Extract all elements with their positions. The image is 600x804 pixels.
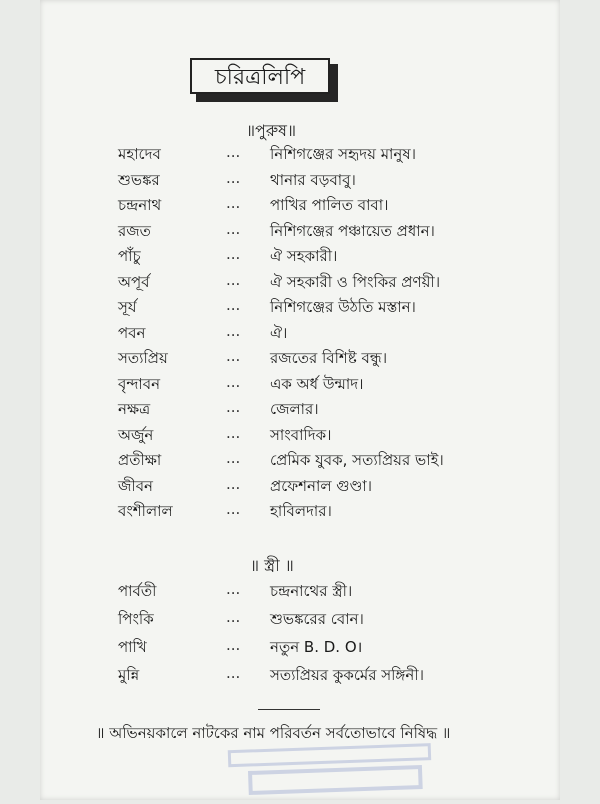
- character-description: নতুন B. D. O।: [270, 638, 363, 656]
- character-name: অপূর্ব: [118, 272, 150, 291]
- character-description: শুভঙ্করের বোন।: [270, 610, 364, 628]
- character-name: পিংকি: [118, 610, 154, 628]
- character-name: অর্জুন: [118, 425, 154, 444]
- character-name: সূর্য: [118, 298, 137, 316]
- male-section-heading: ॥পুরুষ॥: [246, 121, 297, 140]
- character-name: জীবন: [118, 476, 154, 495]
- separator-dots: ...: [226, 245, 241, 263]
- page-title: চরিত্রলিপি: [190, 58, 330, 94]
- character-name: পাঁচু: [118, 247, 141, 265]
- separator-dots: ...: [226, 398, 241, 416]
- separator-dots: ...: [226, 270, 241, 289]
- divider-line: [258, 709, 320, 710]
- character-description: প্রফেশনাল গুণ্ডা।: [270, 476, 373, 495]
- separator-dots: ...: [226, 194, 241, 212]
- character-name: পবন: [118, 323, 146, 342]
- character-description: নিশিগঞ্জের উঠতি মস্তান।: [270, 298, 416, 316]
- character-name: মুন্নি: [118, 666, 140, 684]
- character-description: প্রেমিক যুবক, সত্যপ্রিয়র ভাই।: [270, 451, 444, 469]
- character-description: চন্দ্রনাথের স্ত্রী।: [270, 582, 353, 600]
- character-description: ঐ।: [270, 323, 288, 342]
- separator-dots: ...: [226, 500, 241, 518]
- character-description: থানার বড়বাবু।: [270, 170, 356, 189]
- character-name: রজত: [118, 221, 151, 240]
- separator-dots: ...: [226, 296, 241, 314]
- character-description: সাংবাদিক।: [270, 425, 332, 444]
- character-name: মহাদেব: [118, 145, 161, 163]
- separator-dots: ...: [226, 664, 241, 682]
- character-description: জেলার।: [270, 400, 319, 418]
- separator-dots: ...: [226, 608, 241, 626]
- character-name: প্রতীক্ষা: [118, 451, 162, 469]
- separator-dots: ...: [226, 423, 241, 442]
- title-block: [190, 58, 330, 94]
- character-name: নক্ষত্র: [118, 400, 151, 418]
- character-name: পার্বতী: [118, 582, 157, 600]
- character-name: বংশীলাল: [118, 502, 173, 520]
- character-description: নিশিগঞ্জের পঞ্চায়েত প্রধান।: [270, 221, 435, 240]
- character-description: এক অর্ধ উন্মাদ।: [270, 374, 364, 393]
- character-description: হাবিলদার।: [270, 502, 332, 520]
- separator-dots: ...: [226, 449, 241, 467]
- ink-stamp: [219, 736, 451, 804]
- separator-dots: ...: [226, 219, 241, 238]
- character-description: পাখির পালিত বাবা।: [270, 196, 389, 214]
- separator-dots: ...: [226, 580, 241, 598]
- character-description: নিশিগঞ্জের সহৃদয় মানুষ।: [270, 145, 416, 163]
- separator-dots: ...: [226, 347, 241, 365]
- character-name: সত্যপ্রিয়: [118, 349, 168, 367]
- character-name: চন্দ্রনাথ: [118, 196, 162, 214]
- character-description: ঐ সহকারী ও পিংকির প্রণয়ী।: [270, 272, 441, 291]
- separator-dots: ...: [226, 321, 241, 340]
- separator-dots: ...: [226, 474, 241, 493]
- character-name: শুভঙ্কর: [118, 170, 160, 189]
- footer-notice: ॥ অভিনয়কালে নাটকের নাম পরিবর্তন সর্বতোভাবে নিষিদ্ধ ॥: [96, 724, 451, 742]
- separator-dots: ...: [226, 168, 241, 187]
- character-description: সত্যপ্রিয়র কুকর্মের সঙ্গিনী।: [270, 666, 424, 684]
- character-name: পাখি: [118, 638, 147, 656]
- character-description: রজতের বিশিষ্ট বন্ধু।: [270, 349, 388, 367]
- separator-dots: ...: [226, 143, 241, 161]
- separator-dots: ...: [226, 636, 241, 654]
- character-description: ঐ সহকারী।: [270, 247, 338, 265]
- separator-dots: ...: [226, 372, 241, 391]
- character-name: বৃন্দাবন: [118, 374, 161, 393]
- female-section-heading: ॥ স্ত্রী ॥: [250, 556, 294, 575]
